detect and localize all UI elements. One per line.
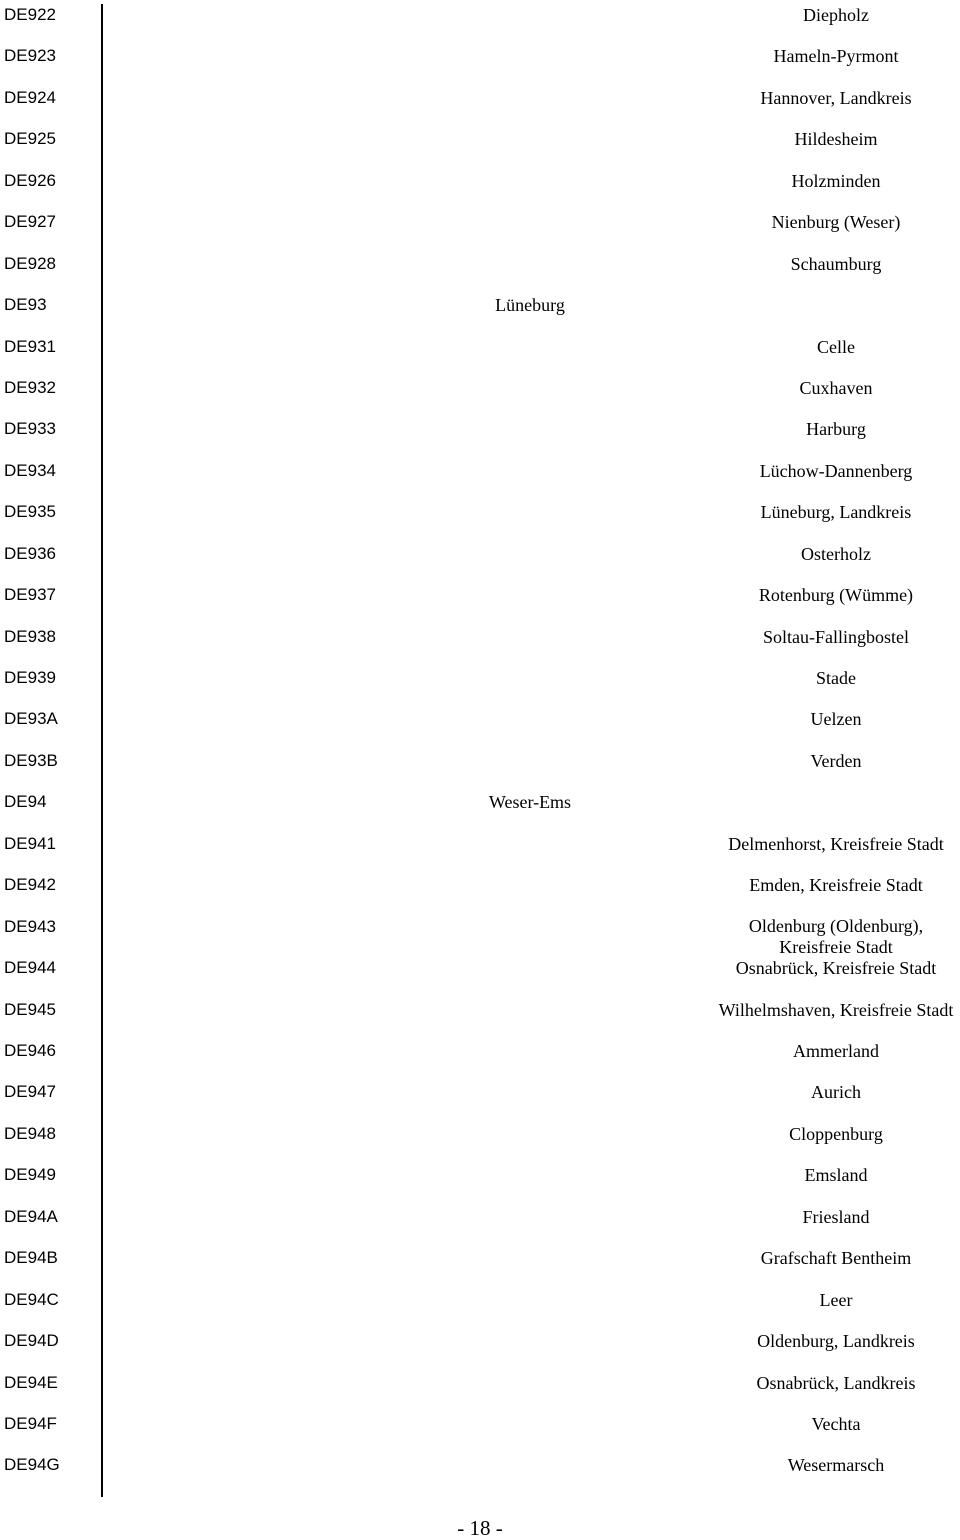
table-row [0,1124,960,1165]
region-name: Lüneburg [495,295,565,316]
nuts-code: DE937 [4,585,56,605]
district-name: Harburg [806,419,866,440]
nuts-code: DE936 [4,543,56,563]
table-row [0,1373,960,1414]
nuts-code: DE923 [4,46,56,66]
district-name: Nienburg (Weser) [771,212,901,233]
table-row [0,668,960,709]
table-row [0,129,960,170]
nuts-code: DE933 [4,419,56,439]
nuts-code: DE94A [4,1206,58,1226]
table-row [0,627,960,668]
nuts-code: DE94F [4,1413,57,1433]
table-row [0,295,960,336]
nuts-code: DE947 [4,1082,56,1102]
table-row [0,1165,960,1206]
table-row [0,1000,960,1041]
district-name: Soltau-Fallingbostel [763,626,909,647]
nuts-code: DE94D [4,1331,59,1351]
nuts-code: DE943 [4,916,56,936]
nuts-code: DE928 [4,253,56,273]
district-name: Friesland [802,1206,870,1227]
table-row [0,378,960,419]
nuts-code: DE94C [4,1289,59,1309]
nuts-code: DE93A [4,709,58,729]
district-name: Verden [810,750,862,771]
district-name: Celle [817,336,855,357]
table-row [0,1290,960,1331]
district-name: Wesermarsch [787,1455,885,1476]
table-row [0,1207,960,1248]
nuts-code: DE946 [4,1041,56,1060]
nuts-code: DE927 [4,212,56,232]
district-name: Oldenburg, Landkreis [757,1331,915,1352]
district-name: Hildesheim [794,129,878,150]
table-row [0,88,960,129]
table-row [0,419,960,460]
nuts-code: DE93 [4,295,47,315]
district-name: Diepholz [803,5,869,25]
nuts-code: DE926 [4,170,56,190]
table-row [0,585,960,626]
table-row [0,1455,960,1496]
table-row [0,917,960,958]
table-row [0,834,960,875]
district-name: Hannover, Landkreis [760,87,912,108]
district-name: Cloppenburg [789,1123,883,1144]
nuts-code: DE925 [4,129,56,149]
nuts-code: DE949 [4,1165,56,1185]
nuts-code: DE935 [4,502,56,522]
nuts-code: DE931 [4,336,56,356]
district-name: Osnabrück, Kreisfreie Stadt [735,958,937,979]
district-name: Vechta [811,1413,861,1434]
district-name: Aurich [811,1082,861,1103]
district-name: Uelzen [810,709,862,730]
nuts-code: DE934 [4,460,56,480]
district-name: Holzminden [791,170,881,191]
table-row [0,1041,960,1082]
district-name: Osnabrück, Landkreis [756,1372,916,1393]
region-name: Weser-Ems [488,792,572,813]
table-row [0,254,960,295]
district-name: Grafschaft Bentheim [760,1248,912,1269]
nuts-code: DE942 [4,875,56,895]
table-row [0,1414,960,1455]
table-row [0,958,960,999]
table-row [0,5,960,46]
district-name: Oldenburg (Oldenburg), Kreisfreie Stadt [748,915,924,957]
district-name: Wilhelmshaven, Kreisfreie Stadt [718,999,954,1020]
table-row [0,875,960,916]
page-number: - 18 - [457,1516,503,1540]
table-row [0,337,960,378]
district-name: Cuxhaven [799,377,873,398]
nuts-code: DE924 [4,87,56,107]
nuts-code: DE938 [4,626,56,646]
district-name: Stade [816,668,856,689]
nuts-code: DE941 [4,833,56,853]
nuts-code: DE939 [4,668,56,688]
table-row [0,461,960,502]
nuts-code: DE932 [4,377,56,397]
nuts-code: DE93B [4,750,58,770]
district-name: Emden, Kreisfreie Stadt [749,875,923,896]
district-name: Lüchow-Dannenberg [759,460,913,481]
table-row [0,709,960,750]
nuts-code: DE945 [4,999,56,1019]
district-name: Schaumburg [790,253,882,274]
table-row [0,751,960,792]
district-name: Emsland [804,1165,868,1186]
nuts-code: DE948 [4,1123,56,1143]
table-row [0,212,960,253]
nuts-code: DE94 [4,792,47,812]
nuts-code: DE922 [4,5,56,24]
district-name: Leer [819,1289,853,1310]
table-row [0,792,960,833]
district-name: Osterholz [801,543,871,564]
nuts-code: DE94B [4,1248,58,1268]
table-row [0,544,960,585]
table-row [0,171,960,212]
district-name: Delmenhorst, Kreisfreie Stadt [728,833,944,854]
table-row [0,1248,960,1289]
nuts-code: DE944 [4,958,56,978]
table-row [0,46,960,87]
district-name: Lüneburg, Landkreis [760,502,912,523]
district-name: Hameln-Pyrmont [773,46,899,67]
table-row [0,502,960,543]
nuts-code: DE94G [4,1455,60,1475]
nuts-code: DE94E [4,1372,58,1392]
district-name: Ammerland [793,1041,879,1061]
table-row [0,1082,960,1123]
district-name: Rotenburg (Wümme) [758,585,914,606]
table-row [0,1331,960,1372]
